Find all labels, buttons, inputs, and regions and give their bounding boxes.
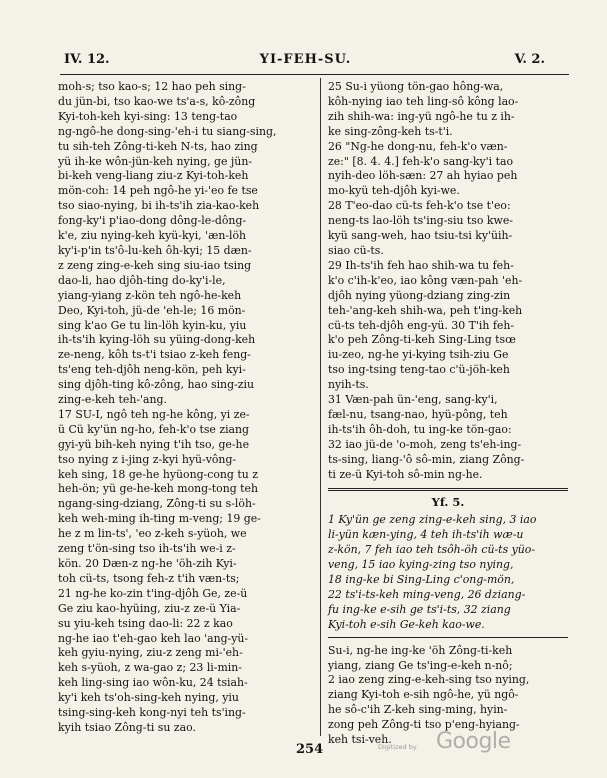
- text-line: 29 Ih-ts'ih feh hao shih-wa tu feh-: [328, 258, 514, 272]
- text-line: nyih-ts.: [328, 378, 369, 392]
- text-line: Ge ziu kao-hyüing, ziu-z ze-ü Yia-: [58, 601, 241, 615]
- text-line: zing-e-keh teh-'ang.: [58, 393, 167, 407]
- text-line: kyü sang-weh, hao tsiu-tsi ky'üih-: [328, 229, 513, 243]
- text-line: Deo, Kyi-toh, jü-de 'eh-le; 16 mön-: [58, 303, 246, 317]
- text-line: 21 ng-he ko-zin t'ing-djôh Ge, ze-ü: [58, 586, 248, 600]
- text-line: ze-neng, kôh ts-t'i tsiao z-keh feng-: [58, 348, 251, 362]
- text-line: 32 iao jü-de 'o-moh, zeng ts'eh-ing-: [328, 437, 522, 451]
- text-line: toh cü-ts, tsong feh-z t'ih væn-ts;: [58, 571, 240, 585]
- text-line: ngang-sing-dziang, Zông-ti su s-löh-: [58, 497, 256, 511]
- text-line: zeng t'ön-sing tso ih-ts'ih we-i z-: [58, 542, 236, 556]
- text-line: keh weh-ming ih-ting m-veng; 19 ge-: [58, 512, 261, 526]
- text-line: 26 "Ng-he dong-nu, feh-k'o væn-: [328, 139, 508, 153]
- text-line: ts-sing, liang-'ô sô-min, ziang Zông-: [328, 452, 525, 466]
- running-header: [44, 52, 567, 74]
- text-line: tu sih-teh Zông-ti-keh N-ts, hao zing: [58, 139, 258, 153]
- text-line: 17 SU-I, ngô teh ng-he kông, yi ze-: [58, 407, 250, 421]
- header-rule: [60, 74, 569, 75]
- text-line: keh s-yüoh, z wa-gao z; 23 li-min-: [58, 661, 242, 675]
- summary-rule: [328, 637, 568, 638]
- text-line: dao-li, hao djôh-ting do-ky'i-le,: [58, 273, 226, 287]
- column-divider: [320, 78, 321, 736]
- text-line: keh sing, 18 ge-he hyüong-cong tu z: [58, 467, 258, 481]
- text-line: Su-i, ng-he ing-ke 'öh Zông-ti-keh: [328, 643, 513, 657]
- text-line: Kyi-toh-keh kyi-sing: 13 teng-tao: [58, 109, 238, 123]
- chapter-heading: Yf. 5.: [431, 495, 465, 510]
- text-line: zih shih-wa: ing-yü ngô-he tu z ih-: [328, 109, 515, 123]
- chapter-verse-right: V. 2.: [514, 52, 545, 67]
- summary-line: z-kön, 7 feh iao teh tsôh-öh cü-ts yüo-: [328, 543, 536, 557]
- text-line: tso siao-nying, bi ih-ts'ih zia-kao-keh: [58, 199, 260, 213]
- summary-line: Kyi-toh e-sih Ge-keh kao-we.: [328, 617, 485, 631]
- text-line: siao cü-ts.: [328, 243, 384, 257]
- text-line: 31 Væn-pah ün-'eng, sang-ky'i,: [328, 393, 498, 407]
- text-line: he sô-c'ih Z-keh sing-ming, hyin-: [328, 703, 508, 717]
- text-line: cü-ts teh-djôh eng-yü. 30 T'ih feh-: [328, 318, 515, 332]
- text-line: djôh nying yüong-dziang zing-zin: [328, 288, 511, 302]
- text-line: tso nying z i-jing z-kyi hyü-vông-: [58, 452, 237, 466]
- text-line: keh tsi-veh.: [328, 733, 392, 747]
- text-line: kön. 20 Dæn-z ng-he 'öh-zih Kyi-: [58, 557, 237, 570]
- text-line: sing djôh-ting kô-zông, hao sing-ziu: [58, 378, 254, 392]
- right-column: [328, 80, 568, 748]
- summary-line: 18 ing-ke bi Sing-Ling c'ong-mön,: [328, 573, 515, 586]
- text-line: bi-keh veng-liang ziu-z Kyi-toh-keh: [58, 169, 249, 183]
- text-line: yiang-yiang z-kön teh ngô-he-keh: [58, 288, 242, 302]
- text-line: ky'i-p'in ts'ô-lu-keh ôh-kyi; 15 dæn-: [58, 243, 252, 257]
- text-line: yü ih-ke wôn-jün-keh nying, ge jün-: [58, 154, 253, 168]
- summary-line: 1 Ky'ün ge zeng zing-e-keh sing, 3 iao: [328, 513, 537, 527]
- page-number: 254: [296, 742, 324, 757]
- text-line: ti ze-ü Kyi-toh sô-min ng-he.: [328, 467, 483, 481]
- text-line: nyih-deo löh-sæn: 27 ah hyiao peh: [328, 169, 518, 183]
- text-line: zong peh Zông-ti tso p'eng-hyiang-: [328, 718, 520, 732]
- text-line: fæl-nu, tsang-nao, hyü-pông, teh: [328, 407, 508, 421]
- text-line: k'o peh Zông-ti-keh Sing-Ling tsœ: [328, 333, 516, 347]
- summary-line: veng, 15 iao kying-zing tso nying,: [328, 558, 514, 572]
- text-line: fong-ky'i p'iao-dong dông-le-dông-: [58, 214, 247, 228]
- text-line: ng-he iao t'eh-gao keh lao 'ang-yü-: [58, 631, 249, 645]
- text-line: ih-ts'ih kying-löh su yüing-dong-keh: [58, 333, 256, 347]
- chapter-summary: [328, 513, 568, 632]
- text-line: 2 iao zeng zing-e-keh-sing tso nying,: [328, 673, 530, 687]
- chapter-divider-rule: [328, 488, 568, 491]
- text-line: 25 Su-i yüong tön-gao hông-wa,: [328, 80, 504, 93]
- text-line: 28 T'eo-dao cü-ts feh-k'o tse t'eo:: [328, 199, 511, 213]
- text-line: z zeng zing-e-keh sing siu-iao tsing: [58, 258, 252, 272]
- text-line: neng-ts lao-löh ts'ing-siu tso kwe-: [328, 214, 513, 228]
- text-line: yiang, ziang Ge ts'ing-e-keh n-nô;: [328, 658, 513, 672]
- text-line: ky'i keh ts'oh-sing-keh nying, yiu: [58, 691, 239, 705]
- text-line: kyih tsiao Zông-ti su zao.: [58, 720, 196, 734]
- text-line: ng-ngô-he dong-sing-'eh-i tu siang-sing,: [58, 124, 277, 138]
- left-column: [58, 80, 314, 736]
- text-line: mo-kyü teh-djôh kyi-we.: [328, 184, 460, 198]
- text-line: su yiu-keh tsing dao-li: 22 z kao: [58, 616, 233, 630]
- book-title: YI-FEH-SU.: [259, 52, 352, 67]
- text-line: ke sing-zông-keh ts-t'i.: [328, 124, 453, 138]
- summary-line: 22 ts'i-ts-keh ming-veng, 26 dziang-: [328, 587, 526, 601]
- text-line: sing k'ao Ge tu lin-löh kyin-ku, yiu: [58, 318, 247, 332]
- text-line: teh-'ang-keh shih-wa, peh t'ing-keh: [328, 303, 523, 317]
- text-line: keh ling-sing iao wôn-ku, 24 tsiah-: [58, 676, 248, 690]
- text-line: keh gyiu-nying, ziu-z zeng mi-'eh-: [58, 646, 243, 660]
- text-line: du jün-bi, tso kao-we ts'a-s, kô-zông: [58, 94, 256, 108]
- text-line: kôh-nying iao teh ling-sô kông lao-: [328, 94, 519, 108]
- text-line: he z m lin-ts', 'eo z-keh s-yüoh, we: [58, 527, 247, 541]
- text-line: gyi-yü bih-keh nying t'ih tso, ge-he: [58, 437, 250, 451]
- text-line: moh-s; tso kao-s; 12 hao peh sing-: [58, 80, 246, 93]
- text-line: ze:" [8. 4. 4.] feh-k'o sang-ky'i tao: [328, 154, 514, 168]
- text-line: iu-zeo, ng-he yi-kying tsih-ziu Ge: [328, 348, 509, 362]
- text-line: mön-coh: 14 peh ngô-he yi-'eo fe tse: [58, 184, 258, 198]
- google-logo: Google: [436, 729, 511, 754]
- text-line: ziang Kyi-toh e-sih ngô-he, yü ngô-: [328, 688, 519, 702]
- text-line: ih-ts'ih ôh-doh, tu ing-ke tön-gao:: [328, 422, 512, 436]
- text-line: tso ing-tsing teng-tao c'ü-jöh-keh: [328, 363, 510, 377]
- summary-line: li-yün kæn-ying, 4 teh ih-ts'ih wæ-u: [328, 528, 524, 542]
- text-line: heh-ön; yü ge-he-keh mong-tong teh: [58, 482, 259, 496]
- digitized-by-label: Digitized by: [378, 743, 417, 751]
- summary-line: fu ing-ke e-sih ge ts'i-ts, 32 ziang: [328, 602, 511, 616]
- text-line: ü Cü ky'ün ng-ho, feh-k'o tse ziang: [58, 422, 250, 436]
- chapter-verse-left: IV. 12.: [64, 52, 110, 67]
- text-line: ts'eng teh-djôh neng-kön, peh kyi-: [58, 363, 246, 377]
- right-column-text: [328, 80, 568, 482]
- text-line: k'e, ziu nying-keh kyü-kyi, 'æn-löh: [58, 229, 247, 243]
- text-line: k'o c'ih-k'eo, iao kông væn-pah 'eh-: [328, 273, 523, 287]
- text-line: tsing-sing-keh kong-nyi teh ts'ing-: [58, 706, 246, 720]
